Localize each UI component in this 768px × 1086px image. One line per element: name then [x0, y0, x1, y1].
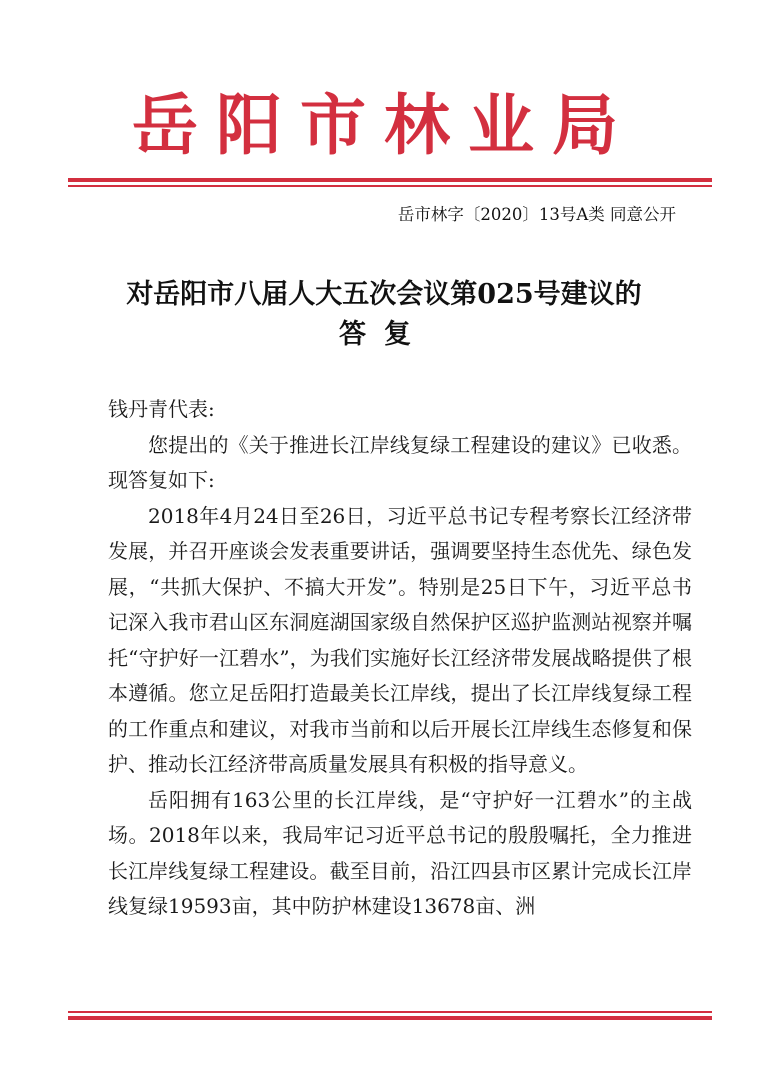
header-divider-thin	[68, 185, 712, 187]
body-paragraph: 岳阳拥有163公里的长江岸线，是“守护好一江碧水”的主战场。2018年以来，我局牢记习近平总书记的殷殷嘱托，全力推进长江岸线复绿工程建设。截至目前，沿江四县市区累计完成长江岸线复绿19593亩，其中防护林建设13678亩、洲	[108, 787, 692, 918]
document-title-line2: 答复	[339, 319, 429, 350]
header-divider-thick	[68, 178, 712, 182]
salutation: 钱丹青代表:	[108, 397, 215, 421]
footer-divider-thin	[68, 1011, 712, 1013]
body-paragraph: 您提出的《关于推进长江岸线复绿工程建设的建议》已收悉。现答复如下:	[108, 432, 692, 492]
document-title-line1: 对岳阳市八届人大五次会议第025号建议的	[126, 279, 642, 310]
body-paragraph: 2018年4月24日至26日，习近平总书记专程考察长江经济带发展，并召开座谈会发表重要讲话，强调要坚持生态优先、绿色发展，“共抓大保护、不搞大开发”。特别是25日下午，习近平总书记深入我市君山区东洞庭湖国家级自然保护区巡护监测站视察并嘱托“守护好一江碧水”，为我们实施好长江经济带发展战略提供了根本遵循。您立足岳阳打造最美长江岸线，提出了长江岸线复绿工程的工作重点和建议，对我市当前和以后开展长江岸线生态修复和保护、推动长江经济带高质量发展具有积极的指导意义。	[108, 503, 692, 776]
footer-divider-thick	[68, 1016, 712, 1020]
document-body	[108, 392, 692, 925]
org-letterhead: 岳阳市林业局	[132, 86, 636, 164]
document-number: 岳市林字〔2020〕13号A类 同意公开	[397, 205, 676, 224]
